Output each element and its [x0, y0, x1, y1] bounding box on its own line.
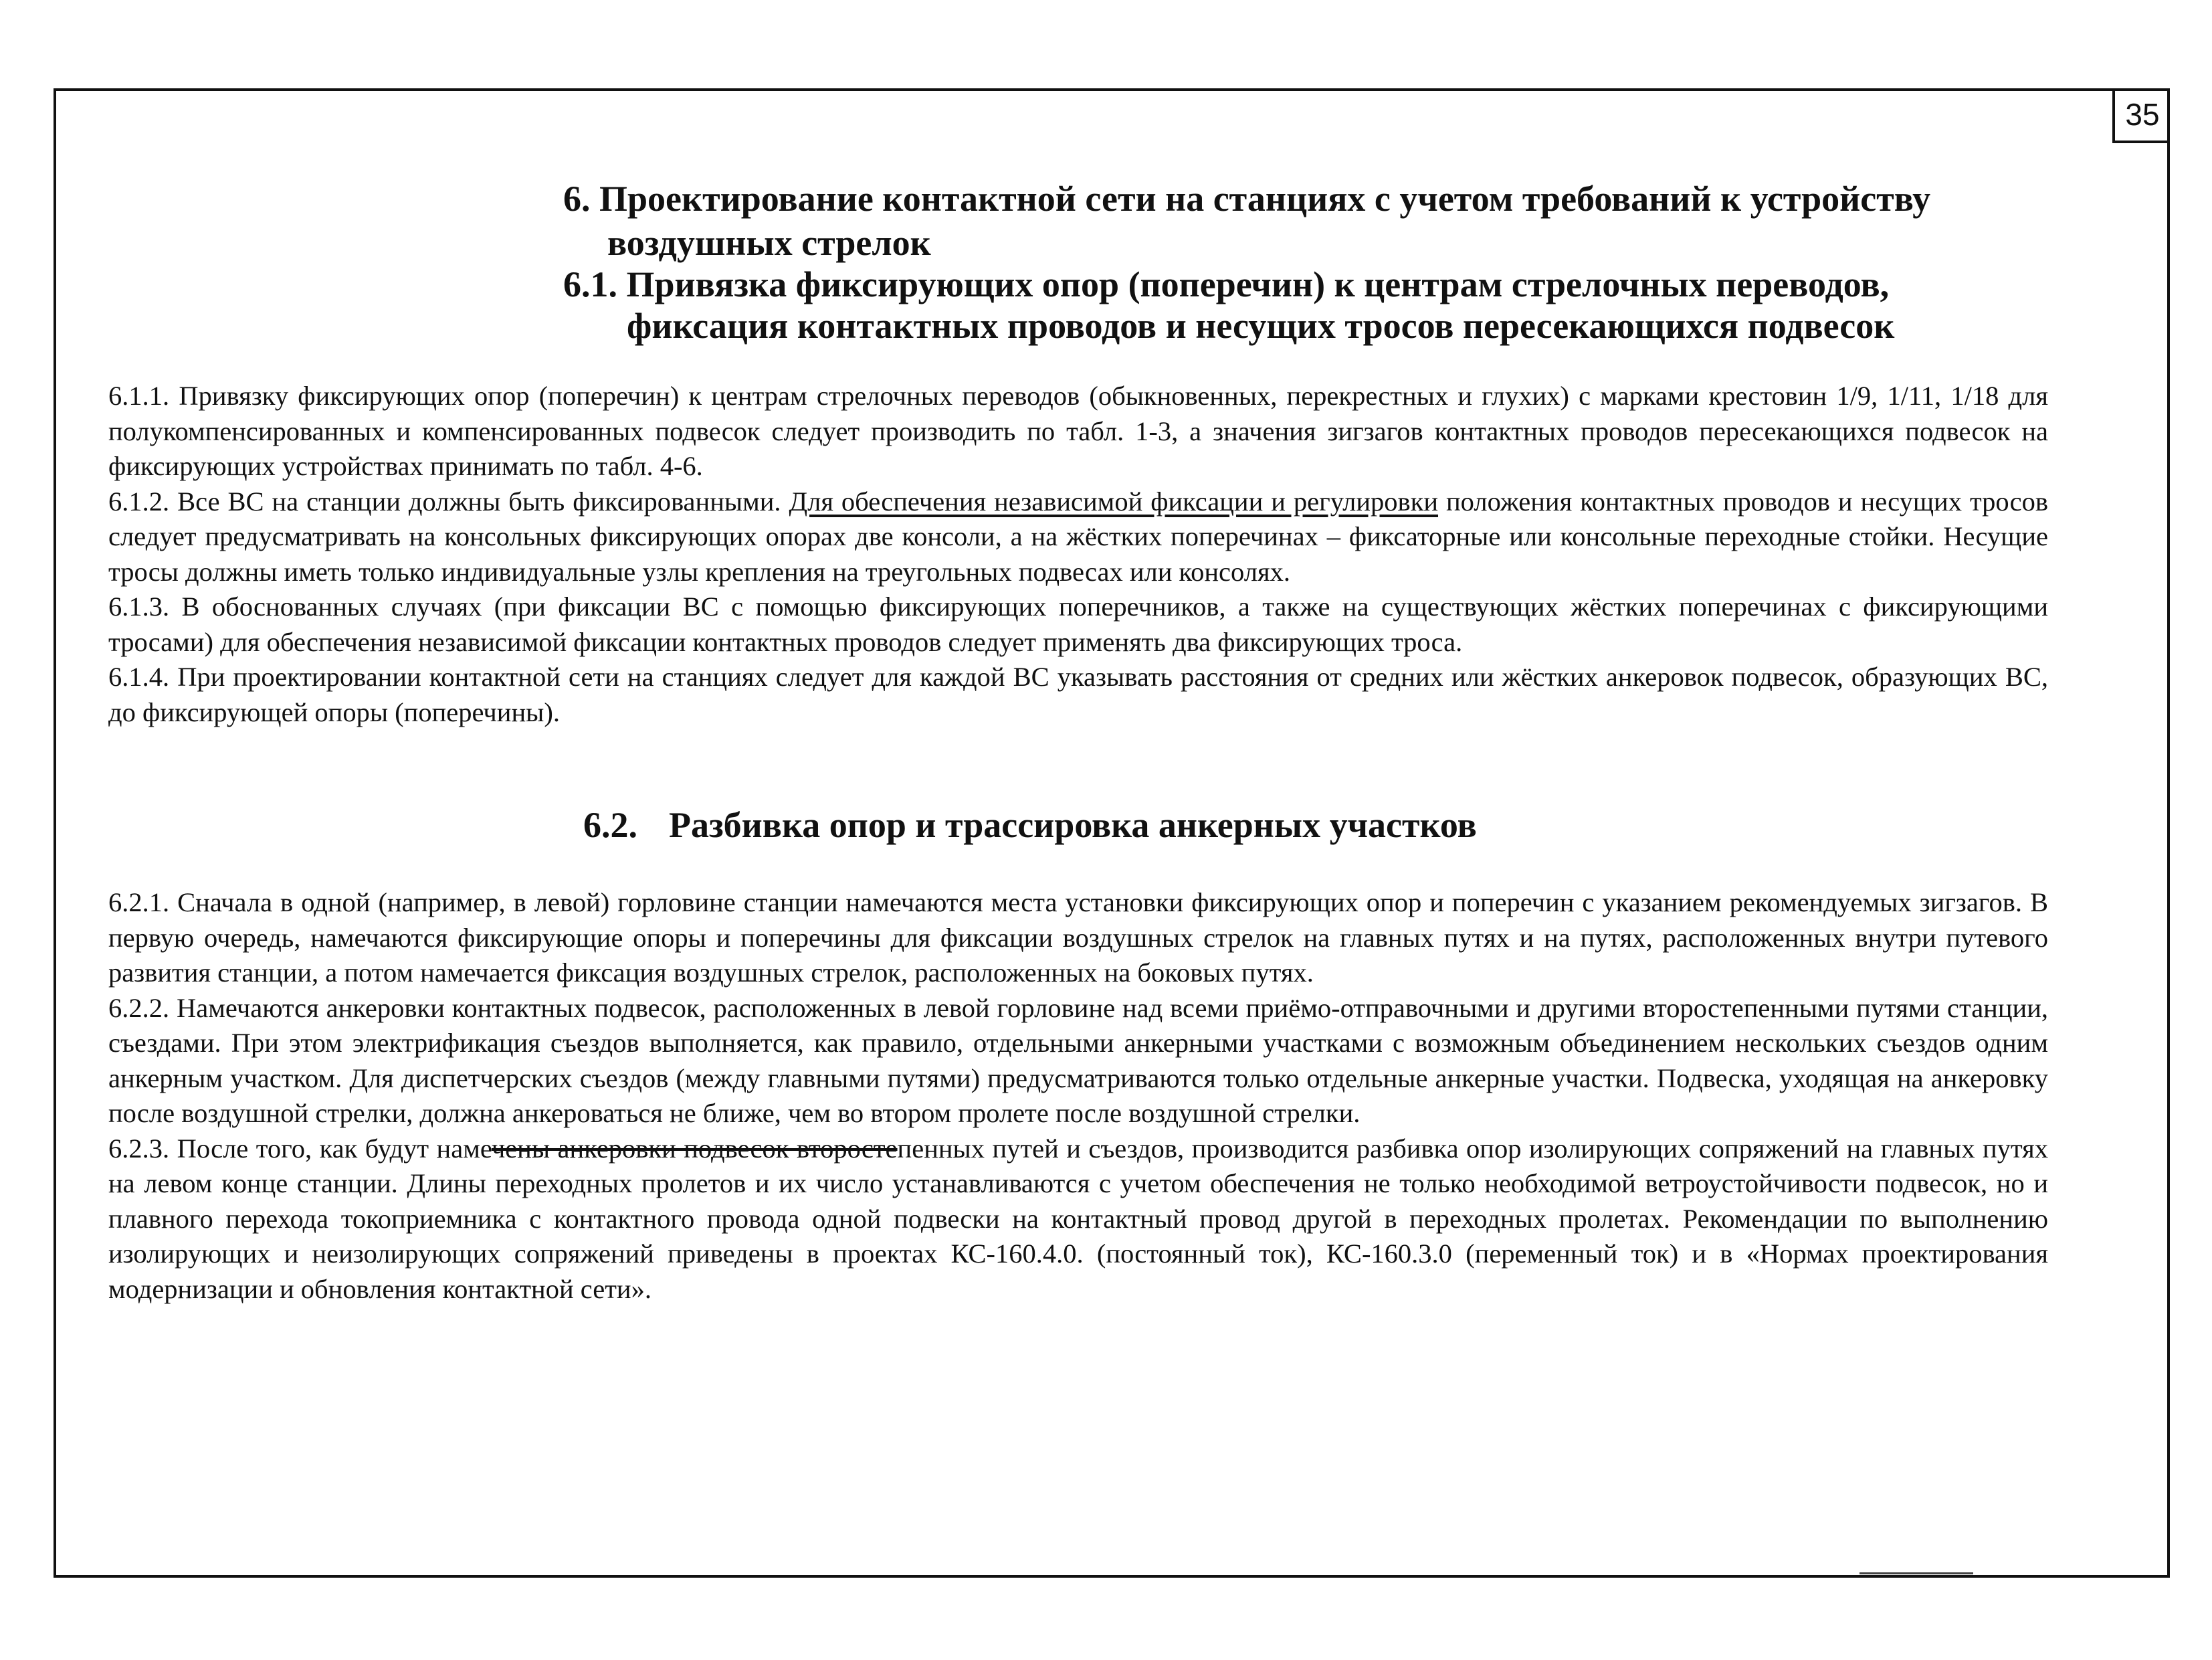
section-6-title-line-1: 6. Проектирование контактной сети на станциях с учетом требований к устройству [563, 179, 1931, 219]
paragraph-6-1-1: 6.1.1. Привязку фиксирующих опор (поперечин) к центрам стрелочных переводов (обыкновенных, перекрестных и глухих) с марками крестовин 1/9, 1/11, 1/18 для полукомпенсированных и компенсированных подвесок следует производить по табл. 1-3, а значения зигзагов контактных проводов пересекающихся подвесок на фиксирующих устройствах принимать по табл. 4-6. [108, 381, 2048, 481]
section-6-2-body [108, 885, 2048, 1307]
section-6-2-number: 6.2. [583, 805, 637, 845]
paragraph-6-2-2: 6.2.2. Намечаются анкеровки контактных подвесок, расположенных в левой горловине над всеми приёмо-отправочными и другими второстепенными путями станции, съездами. При этом электрификация съездов выполняется, как правило, отдельными анкерными участками с возможным объединением нескольких съездов одним анкерным участком. Для диспетчерских съездов (между главными путями) предусматриваются только отдельные анкерные участки. Подвеска, уходящая на анкеровку после воздушной стрелки, должна анкероваться не ближе, чем во втором пролете после воздушной стрелки. [108, 992, 2048, 1128]
paragraph-6-1-2-underlined: Для обеспечения независимой фиксации и регулировки [789, 486, 1439, 517]
section-6-1-title-line-1: 6.1. Привязка фиксирующих опор (поперечин) к центрам стрелочных переводов, [563, 264, 1890, 304]
paragraph-6-1-2-start: 6.1.2. Все ВС на станции должны быть фиксированными. [108, 486, 789, 517]
paragraph-6-2-3-struck: чены анкеровки подвесок второсте [491, 1133, 898, 1164]
paragraph-6-1-3: 6.1.3. В обоснованных случаях (при фиксации ВС с помощью фиксирующих поперечников, а также на существующих жёстких поперечинах с фиксирующими тросами) для обеспечения независимой фиксации контактных проводов следует применять два фиксирующих троса. [108, 591, 2048, 657]
paragraph-6-2-1: 6.2.1. Сначала в одной (например, в левой) горловине станции намечаются места установки фиксирующих опор и поперечин с указанием рекомендуемых зигзагов. В первую очередь, намечаются фиксирующие опоры и поперечины для фиксации воздушных стрелок на главных путях и на путях, расположенных внутри путевого развития станции, а потом намечается фиксация воздушных стрелок, расположенных на боковых путях. [108, 887, 2048, 988]
section-6-2-title-text: Разбивка опор и трассировка анкерных участков [669, 805, 1477, 845]
section-6-1-body [108, 379, 2048, 730]
paragraph-6-1-2 [108, 484, 2048, 590]
section-6-2-title [583, 803, 1477, 847]
section-6-title-line-2: воздушных стрелок [607, 223, 931, 263]
paragraph-6-2-3 [108, 1131, 2048, 1307]
pen-mark [1859, 1572, 1973, 1574]
paragraph-6-1-4: 6.1.4. При проектировании контактной сети на станциях следует для каждой ВС указывать расстояния от средних или жёстких анкеровок подвесок, образующих ВС, до фиксирующей опоры (поперечины). [108, 662, 2048, 727]
section-6-1-title-line-2: фиксация контактных проводов и несущих тросов пересекающихся подвесок [627, 306, 1895, 346]
page-number: 35 [2112, 90, 2170, 143]
paragraph-6-1-2-rest: положения контактных проводов и несущих тросов следует предусматривать на консольных фиксирующих опорах две консоли, а на жёстких поперечинах – фиксаторные или консольные переходные стойки. Несущие тросы должны иметь только индивидуальные узлы крепления на треугольных подвесах или консолях. [108, 486, 2048, 587]
paragraph-6-2-3-start: 6.2.3. После того, как будут наме [108, 1133, 492, 1164]
paragraph-6-2-3-rest: пенных путей и съездов, производится разбивка опор изолирующих сопряжений на главных путях на левом конце станции. Длины переходных пролетов и их число устанавливаются с учетом обеспечения не только необходимой ветроустойчивости подвесок, но и плавного перехода токоприемника с контактного провода одной подвески на контактный провод другой в переходных пролетах. Рекомендации по выполнению изолирующих и неизолирующих сопряжений приведены в проектах КС-160.4.0. (постоянный ток), КС-160.3.0 (переменный ток) и в «Нормах проектирования модернизации и обновления контактной сети». [108, 1133, 2049, 1304]
